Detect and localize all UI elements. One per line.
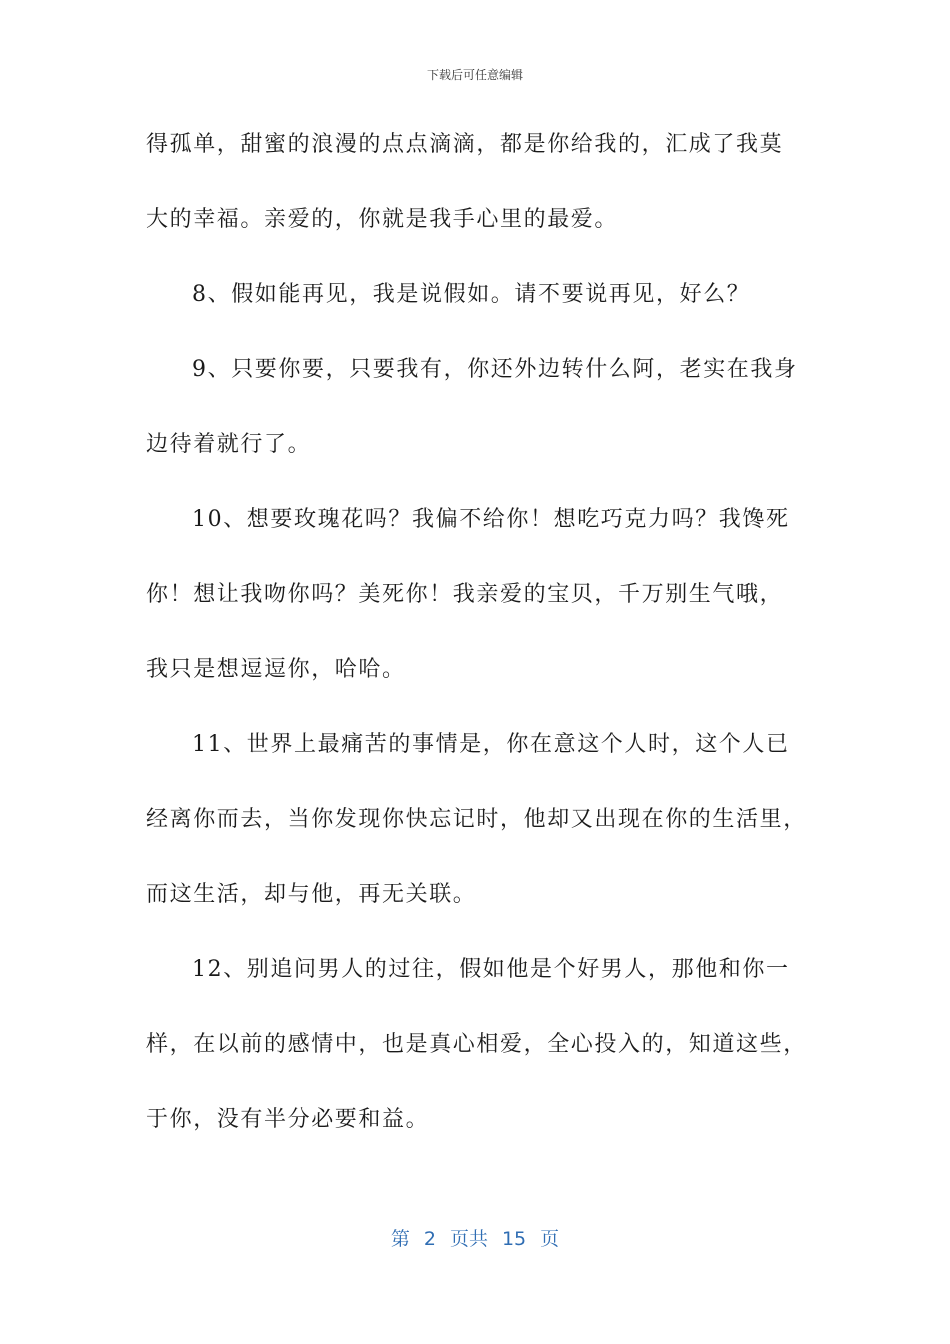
text-line: 于你，没有半分必要和益。	[146, 1107, 430, 1132]
page-number-footer	[0, 1224, 950, 1251]
text-line: 边待着就行了。	[146, 432, 312, 457]
text-line: 8、假如能再见，我是说假如。请不要说再见，好么？	[192, 282, 751, 307]
text-line: 12、别追问男人的过往，假如他是个好男人，那他和你一	[192, 957, 790, 982]
document-body	[146, 122, 810, 1172]
text-line: 10、想要玫瑰花吗？我偏不给你！想吃巧克力吗？我馋死	[192, 507, 790, 532]
page-prefix: 第	[390, 1228, 410, 1250]
text-line: 而这生活，却与他，再无关联。	[146, 882, 477, 907]
text-line: 经离你而去，当你发现你快忘记时，他却又出现在你的生活里，	[146, 807, 807, 832]
text-line: 你！想让我吻你吗？美死你！我亲爱的宝贝，千万别生气哦，	[146, 582, 784, 607]
page-mid: 页共	[449, 1228, 488, 1250]
page-current: 2	[423, 1228, 436, 1250]
text-line: 我只是想逗逗你，哈哈。	[146, 657, 406, 682]
text-line: 11、世界上最痛苦的事情是，你在意这个人时，这个人已	[192, 732, 790, 757]
page-suffix: 页	[540, 1228, 560, 1250]
text-line: 9、只要你要，只要我有，你还外边转什么阿，老实在我身	[192, 357, 798, 382]
text-line: 大的幸福。亲爱的，你就是我手心里的最爱。	[146, 207, 619, 232]
page-total: 15	[501, 1228, 527, 1250]
page-header-note: 下载后可任意编辑	[426, 68, 523, 82]
text-line: 得孤单，甜蜜的浪漫的点点滴滴，都是你给我的，汇成了我莫	[146, 132, 784, 157]
text-line: 样，在以前的感情中，也是真心相爱，全心投入的，知道这些，	[146, 1032, 807, 1057]
